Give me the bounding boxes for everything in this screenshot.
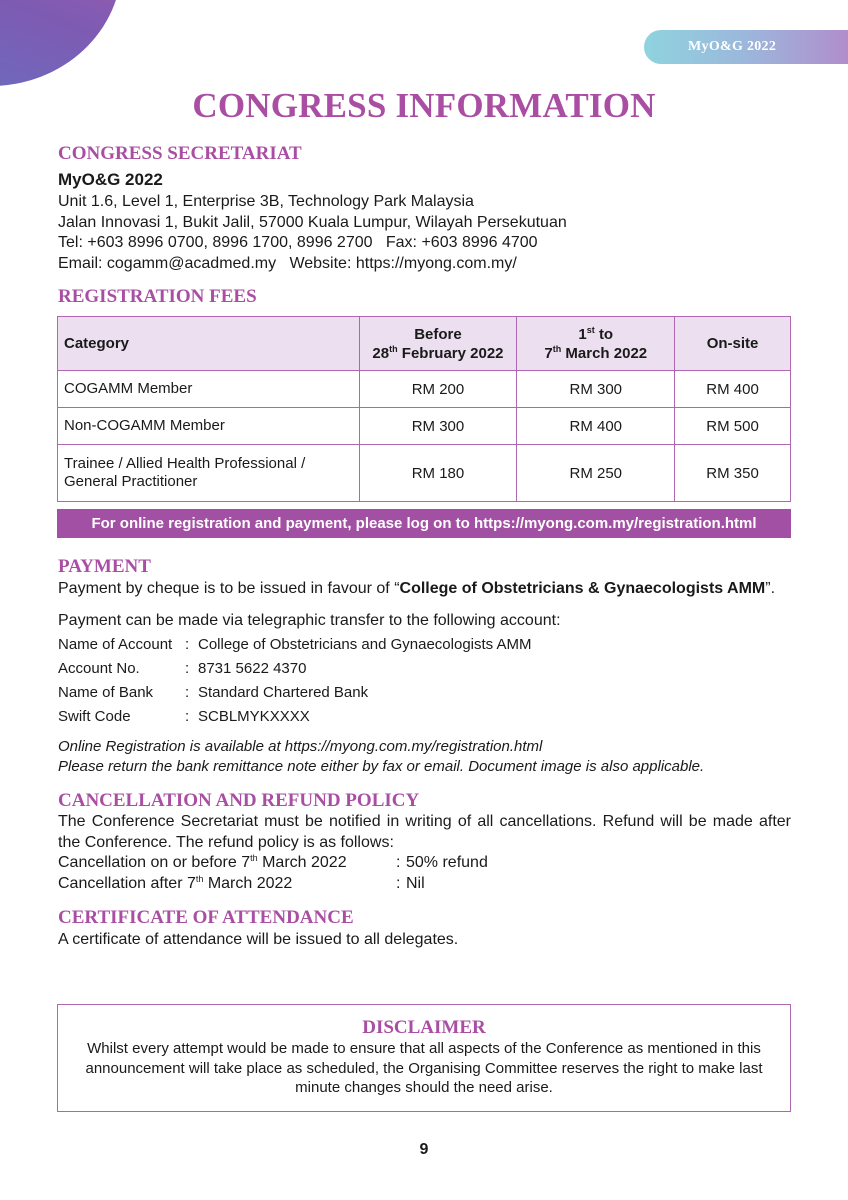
col-onsite: On-site — [675, 317, 791, 371]
cancellation-heading: CANCELLATION AND REFUND POLICY — [58, 790, 420, 811]
transfer-intro: Payment can be made via telegraphic transfer to the following account: — [58, 612, 561, 629]
list-item: Name of Account : College of Obstetricians and Gynaecologists AMM — [58, 636, 532, 653]
secretariat-name: MyO&G 2022 — [58, 170, 163, 189]
website-label: Website: — [289, 254, 352, 272]
website-value[interactable]: https://myong.com.my/ — [355, 254, 517, 272]
email-line — [58, 254, 567, 275]
remittance-note: Please return the bank remittance note either by fax or email. Document image is also applicable. — [58, 758, 705, 775]
disclaimer-heading: DISCLAIMER — [362, 1017, 486, 1038]
list-item: Cancellation after 7th March 2022 : Nil — [58, 873, 425, 892]
fees-header-row — [58, 317, 791, 371]
refund-policy — [58, 853, 488, 894]
address-line-1: Unit 1.6, Level 1, Enterprise 3B, Technology Park Malaysia — [58, 193, 474, 210]
disclaimer-body: Whilst every attempt would be made to ensure that all aspects of the Conference as mentioned in this announcement will take place as scheduled, the Organising Committee reserves the right to make last minute changes should the need arise. — [85, 1040, 763, 1096]
list-item: Swift Code : SCBLMYKXXXX — [58, 708, 310, 725]
col-category: Category — [58, 317, 360, 371]
disclaimer-box — [57, 1004, 791, 1112]
email-value[interactable]: cogamm@acadmed.my — [106, 254, 277, 272]
page-number: 9 — [419, 1141, 429, 1158]
fees-table — [57, 316, 791, 502]
list-item: Name of Bank : Standard Chartered Bank — [58, 684, 369, 701]
account-details — [58, 633, 532, 729]
tel-label: Tel: — [58, 234, 83, 251]
header-tag: MyO&G 2022 — [644, 30, 848, 64]
payment-notes — [58, 737, 704, 777]
corner-decoration — [0, 0, 122, 86]
secretariat-heading: CONGRESS SECRETARIAT — [58, 143, 302, 164]
fax-label: Fax: — [385, 234, 417, 251]
page-title: CONGRESS INFORMATION — [192, 86, 656, 125]
cancellation-body: The Conference Secretariat must be notified in writing of all cancellations. Refund will be made after the Conference. The refund policy is as follows: — [58, 813, 791, 851]
tel-value: +603 8996 0700, 8996 1700, 8996 2700 — [87, 234, 373, 251]
fax-value: +603 8996 4700 — [421, 234, 538, 251]
email-label: Email: — [58, 254, 103, 272]
table-row: Non-COGAMM Member RM 300 RM 400 RM 500 — [58, 408, 791, 445]
online-registration-note: Online Registration is available at https://myong.com.my/registration.html — [58, 738, 543, 755]
address-line-2: Jalan Innovasi 1, Bukit Jalil, 57000 Kuala Lumpur, Wilayah Persekutuan — [58, 213, 567, 231]
payment-heading: PAYMENT — [58, 556, 151, 577]
certificate-body: A certificate of attendance will be issued to all delegates. — [58, 931, 459, 948]
contact-line — [58, 233, 567, 254]
secretariat-address — [58, 192, 567, 274]
online-registration-banner[interactable]: For online registration and payment, please log on to https://myong.com.my/registration.html — [57, 509, 791, 538]
col-early: 1st to 7th March 2022 — [517, 317, 675, 371]
table-row: Trainee / Allied Health Professional / General Practitioner RM 180 RM 250 RM 350 — [58, 445, 791, 502]
table-row: COGAMM Member RM 200 RM 300 RM 400 — [58, 371, 791, 408]
certificate-heading: CERTIFICATE OF ATTENDANCE — [58, 907, 354, 928]
fees-heading: REGISTRATION FEES — [58, 286, 257, 307]
cheque-line: Payment by cheque is to be issued in favour of “College of Obstetricians & Gynaecologists AMM”. — [58, 580, 776, 597]
list-item: Cancellation on or before 7th March 2022 : 50% refund — [58, 853, 488, 871]
col-before: Before 28th February 2022 — [359, 317, 517, 371]
list-item: Account No. : 8731 5622 4370 — [58, 660, 307, 677]
